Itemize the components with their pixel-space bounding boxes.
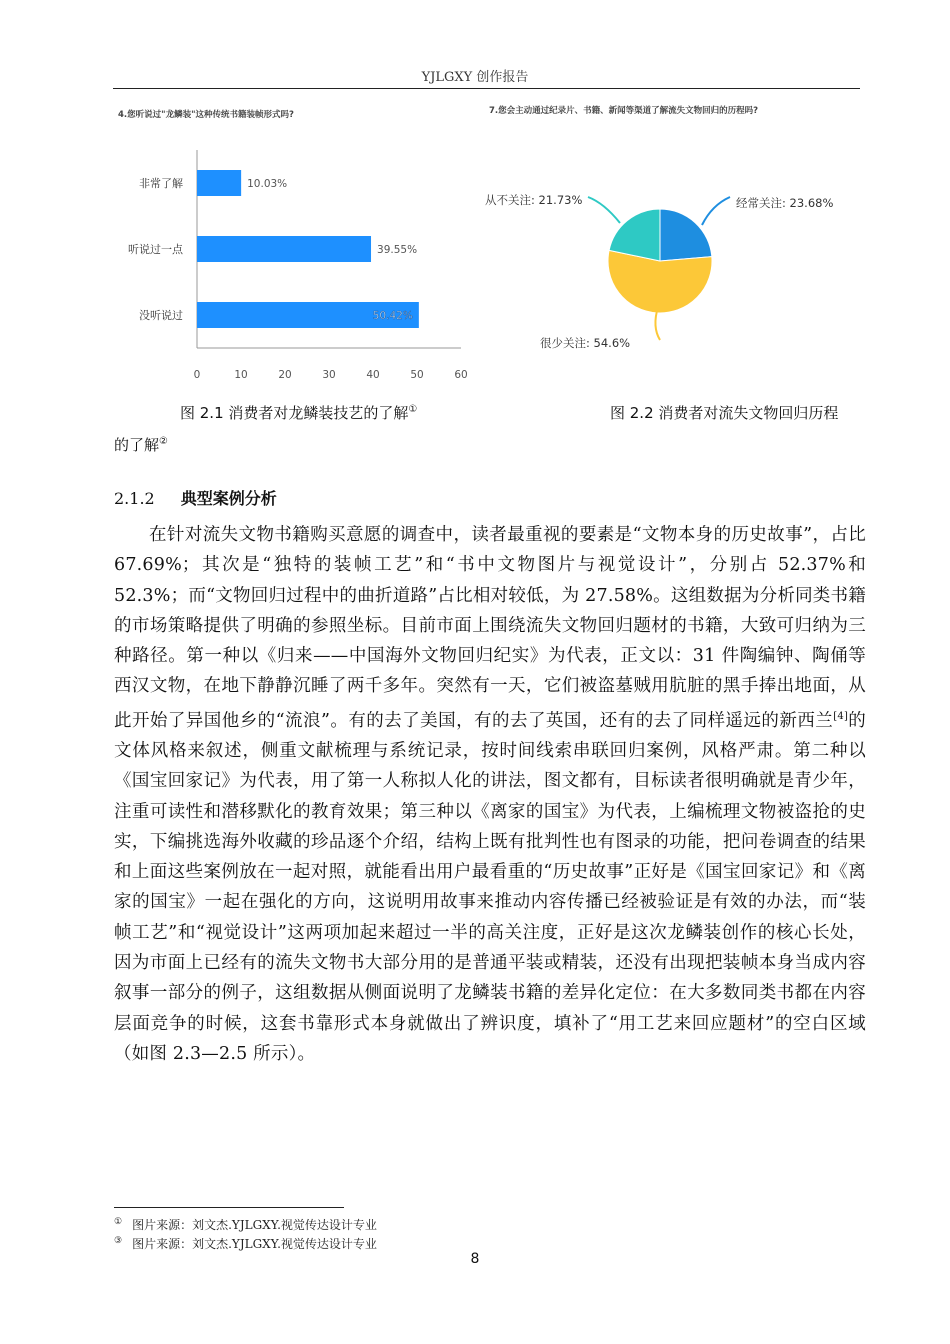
page-number: 8 xyxy=(470,1251,480,1267)
bar-category-label: 没听说过 xyxy=(139,309,183,322)
figure2-caption-cont xyxy=(114,434,168,455)
figure2-caption: 图 2.2 消费者对流失文物回归历程 xyxy=(610,404,839,422)
pie-chart xyxy=(480,175,850,365)
bar-chart xyxy=(113,130,473,390)
bar xyxy=(197,236,371,262)
bar-value-label: 50.42% xyxy=(372,310,413,322)
caption-continuation-text: 的了解 xyxy=(114,436,160,454)
body-paragraph xyxy=(114,520,866,1069)
leader-line-never xyxy=(588,197,620,223)
figure1-caption xyxy=(180,402,417,423)
footnote-mark: ③ xyxy=(114,1236,123,1246)
header-rule xyxy=(113,88,860,89)
pie-label-never: 从不关注: 21.73% xyxy=(485,193,583,207)
figure2-question: 7.您会主动通过纪录片、书籍、新闻等渠道了解流失文物回归的历程吗? xyxy=(489,106,759,116)
pie-slice xyxy=(660,209,712,261)
bar-x-tick-label: 60 xyxy=(454,369,468,381)
bar-x-tick-label: 10 xyxy=(234,369,248,381)
bar-x-tick-label: 0 xyxy=(193,369,201,381)
bar-category-label: 非常了解 xyxy=(139,177,183,190)
footnote-2 xyxy=(114,1235,377,1252)
section-title: 典型案例分析 xyxy=(180,489,277,508)
body-text-part2: 的文体风格来叙述，侧重文献梳理与系统记录，按时间线索串联回归案例，风格严肃。第二种以《国宝回家记》为代表，用了第一人称拟人化的讲法，图文都有，目标读者很明确就是青少年，注重可读性和潜移默化的教育效果；第三种以《离家的国宝》为代表，上编梳理文物被盗抢的史实，下编挑选海外收藏的珍品逐个介绍，结构上既有批判性也有图录的功能，把问卷调查的结果和上面这些案例放在一起对照，就能看出用户最看重的“历史故事”正好是《国宝回家记》和《离家的国宝》一起在强化的方向，这说明用故事来推动内容传播已经被验证是有效的办法，而“装帧工艺”和“视觉设计”这两项加起来超过一半的高关注度，正好是这次龙鳞装创作的核心长处，因为市面上已经有的流失文物书大部分用的是普通平装或精装，还没有出现把装帧本身当成内容叙事一部分的例子，这组数据从侧面说明了龙鳞装书籍的差异化定位：在大多数同类书都在内容层面竞争的时候，这套书靠形式本身就做出了辨识度，填补了“用工艺来回应题材”的空白区域（如图 2.3—2.5 所示）。 xyxy=(114,710,867,1064)
figure1-caption-text: 图 2.1 消费者对龙鳞装技艺的了解 xyxy=(180,404,409,422)
bar xyxy=(197,170,241,196)
section-number: 2.1.2 xyxy=(114,489,155,508)
figure1-question: 4.您听说过"龙鳞装"这种传统书籍装帧形式吗? xyxy=(118,110,294,120)
bar-value-label: 10.03% xyxy=(247,178,288,190)
pie-label-often: 经常关注: 23.68% xyxy=(736,196,834,210)
bar-value-label: 39.55% xyxy=(377,244,418,256)
section-heading xyxy=(114,486,277,509)
footnote-rule xyxy=(114,1207,344,1208)
bar-x-tick-label: 30 xyxy=(322,369,336,381)
footnote-text: 图片来源：刘文杰.YJLGXY.视觉传达设计专业 xyxy=(132,1218,377,1232)
leader-line-often xyxy=(702,197,730,225)
bar-category-label: 听说过一点 xyxy=(128,243,183,256)
footnote-text: 图片来源：刘文杰.YJLGXY.视觉传达设计专业 xyxy=(132,1237,377,1251)
footnote-ref-1: ① xyxy=(408,404,418,415)
pie-label-rarely: 很少关注: 54.6% xyxy=(540,336,631,350)
footnote-ref-2: ② xyxy=(159,436,168,447)
bar-x-tick-label: 20 xyxy=(278,369,292,381)
footnote-mark: ① xyxy=(114,1217,123,1227)
citation-ref[interactable]: [4] xyxy=(833,710,849,722)
bar-x-tick-label: 50 xyxy=(410,369,424,381)
body-text-part1: 在针对流失文物书籍购买意愿的调查中，读者最重视的要素是“文物本身的历史故事”，占比 67.69%；其次是“独特的装帧工艺”和“书中文物图片与视觉设计”，分别占 52.37%和 52.3%；而“文物回归过程中的曲折道路”占比相对较低，为 27.58%。这组数据为分析同类书籍的市场策略提供了明确的参照坐标。目前市面上围绕流失文物回归题材的书籍，大致可归纳为三种路径。第一种以《归来——中国海外文物回归纪实》为代表，正文以：31 件陶编钟、陶俑等西汉文物，在地下静静沉睡了两千多年。突然有一天，它们被盗墓贼用肮脏的黑手捧出地面，从此开始了异国他乡的“流浪”。有的去了美国，有的去了英国，还有的去了同样遥远的新西兰 xyxy=(114,525,866,731)
running-header: YJLGXY 创作报告 xyxy=(421,70,529,85)
footnote-1 xyxy=(114,1216,377,1233)
bar-x-tick-label: 40 xyxy=(366,369,380,381)
